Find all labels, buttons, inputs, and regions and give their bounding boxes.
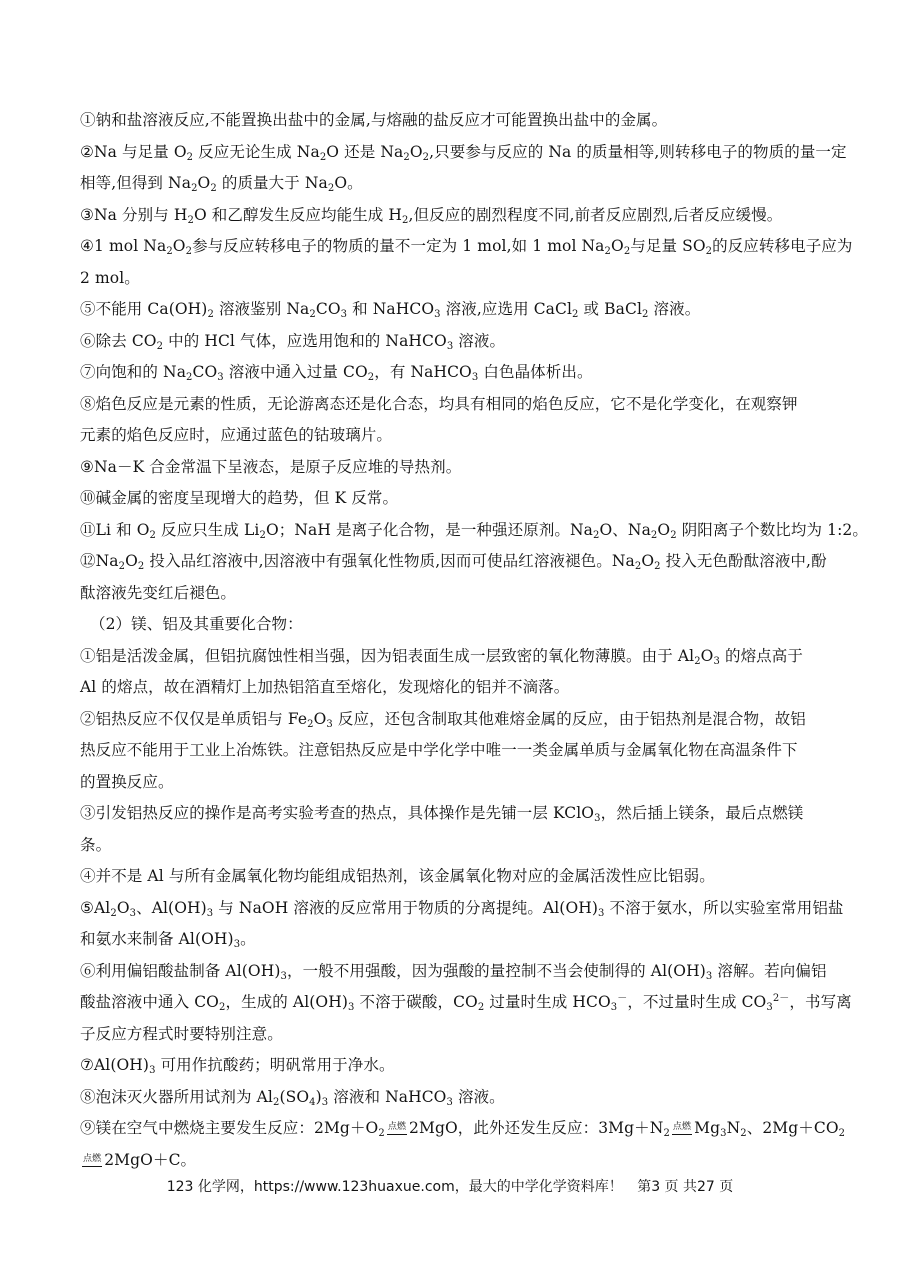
text-run: 溶液。	[453, 331, 506, 350]
text-run: 子反应方程式时要特别注意。	[80, 1024, 283, 1043]
subscript: 2	[623, 246, 631, 257]
subscript: 2	[259, 529, 266, 541]
text-line	[80, 1145, 822, 1177]
subscript: 3	[206, 907, 214, 919]
subscript: 2	[137, 561, 145, 572]
text-run: O、Na	[599, 520, 651, 539]
text-run: ⑩碱金属的密度呈现增大的趋势，但 K 反常。	[80, 489, 399, 507]
text-line	[80, 137, 847, 169]
subscript: 2	[654, 561, 661, 572]
subscript: 2	[572, 309, 579, 320]
reaction-condition: 点燃	[387, 1123, 407, 1135]
text-run: O	[313, 709, 327, 728]
subscript: 2	[634, 561, 642, 572]
subscript: 3	[321, 1096, 329, 1108]
text-run: ，一般不用强酸，因为强酸的量控制不当会使制得的 Al(OH)	[286, 961, 706, 980]
subscript: 2	[422, 151, 430, 163]
text-line	[80, 704, 822, 736]
subscript: 3	[434, 309, 441, 320]
text-run: ，不过量时生成 CO	[627, 993, 767, 1011]
text-run: 白色晶体析出。	[478, 363, 593, 381]
text-run: 溶液和 NaHCO	[328, 1087, 447, 1106]
subscript: 3	[340, 309, 348, 320]
subscript: 2	[705, 246, 713, 257]
text-run: O	[700, 646, 714, 665]
subscript: 2	[207, 309, 214, 320]
text-run: 和 NaHCO	[347, 300, 435, 318]
text-run: (SO	[279, 1087, 310, 1106]
subscript: 3	[347, 1002, 355, 1013]
page-footer	[0, 1176, 900, 1196]
footer-site-text: 123 化学网，https://www.123huaxue.com，最大的中学化学资料库！	[166, 1179, 623, 1195]
text-run: 中的 HCl 气体，应选用饱和的 NaHCO	[163, 331, 447, 350]
text-line	[80, 641, 822, 673]
text-run: ③Na 分别与 H	[80, 205, 188, 224]
subscript: 3	[720, 1128, 727, 1139]
superscript: 2－	[772, 993, 790, 1004]
text-line	[80, 168, 822, 200]
text-run: 的质量大于 Na	[216, 174, 328, 192]
subscript: 2	[186, 151, 194, 163]
text-run: Al 的熔点，故在酒精灯上加热铝箔直至熔化，发现熔化的铝并不滴落。	[80, 678, 570, 696]
subscript: 2	[309, 309, 316, 320]
text-run: 和氨水来制备 Al(OH)	[80, 930, 234, 948]
subscript: 3	[471, 372, 479, 383]
text-line	[80, 987, 852, 1019]
subscript: 2	[110, 907, 117, 919]
text-line	[80, 735, 822, 767]
text-run: 2MgO＋C。	[104, 1150, 197, 1169]
text-run: O	[611, 237, 624, 255]
text-run: 2 mol。	[80, 268, 140, 287]
superscript: －	[617, 993, 628, 1004]
text-run: O	[172, 237, 186, 255]
text-line	[80, 798, 822, 830]
text-run: 2MgO，此外还发生反应：3Mg＋N	[409, 1119, 664, 1137]
text-run: ③引发铝热反应的操作是高考实验考查的热点，具体操作是先铺一层 KClO	[80, 804, 595, 822]
text-run: ⑤Al	[80, 898, 111, 917]
text-line	[80, 105, 822, 137]
text-run: 溶液中通入过量 CO	[223, 363, 368, 381]
subscript: 2	[191, 183, 198, 194]
text-run: 或 BaCl	[578, 300, 643, 318]
text-line	[80, 1113, 846, 1145]
text-run: ，然后插上镁条，最后点燃镁	[600, 804, 804, 822]
text-run: ⑧泡沫灭火器所用试剂为 Al	[80, 1087, 273, 1106]
subscript: 2	[740, 1128, 747, 1139]
subscript: 2	[650, 529, 658, 541]
text-run: 。	[240, 930, 256, 948]
text-run: 溶液,应选用 CaCl	[440, 300, 573, 318]
subscript: 2	[402, 214, 409, 226]
text-run: )	[315, 1087, 322, 1106]
text-run: O	[125, 552, 138, 570]
subscript: 2	[477, 1002, 485, 1013]
text-line	[80, 578, 822, 610]
text-run: ，生成的 Al(OH)	[225, 993, 348, 1011]
subscript: 2	[210, 183, 217, 194]
subscript: 2	[663, 1128, 670, 1139]
text-run: 溶解。若向偏铝	[712, 961, 827, 980]
text-run: ⑦向饱和的 Na	[80, 363, 187, 381]
text-run: ①铝是活泼金属，但铝抗腐蚀性相当强，因为铝表面生成一层致密的氧化物薄膜。由于 Al	[80, 646, 695, 665]
text-line	[80, 956, 827, 988]
text-run: （2）镁、铝及其重要化合物：	[90, 615, 303, 633]
text-run: O；NaH 是离子化合物，是一种强还原剂。Na	[265, 520, 594, 539]
document-body	[80, 105, 868, 1176]
text-run: 反应只生成 Li	[155, 520, 260, 539]
text-run: ④1 mol Na	[80, 237, 167, 255]
subscript: 2	[604, 246, 611, 257]
text-run: 的置换反应。	[80, 772, 174, 791]
text-line	[80, 672, 822, 704]
subscript: 3	[280, 970, 287, 982]
text-line	[80, 924, 822, 956]
text-run: ⑦Al(OH)	[80, 1056, 150, 1074]
text-line	[80, 200, 822, 232]
text-run: ⑨Na－K 合金常温下呈液态，是原子反应堆的导热剂。	[80, 457, 462, 476]
text-run: 反应，还包含制取其他难熔金属的反应，由于铝热剂是混合物，故铝	[332, 709, 806, 728]
text-run: ⑧焰色反应是元素的性质，无论游离态还是化合态，均具有相同的焰色反应，它不是化学变化，在观察钾	[80, 394, 798, 413]
subscript: 3	[598, 907, 605, 919]
text-run: O	[657, 520, 671, 539]
subscript: 2	[186, 372, 193, 383]
text-run: O 还是 Na	[326, 142, 404, 161]
text-run: 与 NaOH 溶液的反应常用于物质的分离提纯。Al(OH)	[213, 898, 599, 917]
text-run: 溶液鉴别 Na	[213, 300, 310, 318]
text-run: ，有 NaHCO	[374, 363, 472, 381]
text-line	[80, 767, 822, 799]
text-run: O。	[334, 174, 363, 192]
text-run: 相等,但得到 Na	[80, 174, 192, 192]
text-run: 与足量 SO	[630, 237, 706, 255]
text-run: O	[116, 898, 130, 917]
text-run: ⑪Li 和 O	[80, 520, 150, 539]
subscript: 4	[309, 1096, 316, 1108]
text-run: 酸盐溶液中通入 CO	[80, 993, 219, 1011]
section-heading	[80, 609, 822, 641]
text-run: 投入品红溶液中,因溶液中有强氧化性物质,因而可使品红溶液褪色。Na	[144, 552, 635, 570]
text-line	[80, 483, 822, 515]
footer-page-number: 第3 页 共27 页	[637, 1179, 734, 1195]
text-run: 元素的焰色反应时，应通过蓝色的钴玻璃片。	[80, 426, 393, 444]
subscript: 3	[705, 970, 713, 982]
subscript: 3	[610, 1002, 618, 1013]
text-run: 溶液。	[648, 300, 701, 318]
subscript: 3	[446, 340, 454, 352]
text-run: ①钠和盐溶液反应,不能置换出盐中的金属,与熔融的盐反应才可能置换出盐中的金属。	[80, 111, 668, 129]
text-line	[80, 1082, 822, 1114]
text-run: 投入无色酚酞溶液中,酚	[660, 552, 827, 570]
subscript: 2	[694, 655, 701, 667]
text-run: 不溶于碳酸，CO	[354, 993, 478, 1011]
text-run: 溶液。	[452, 1087, 505, 1106]
subscript: 2	[187, 214, 194, 226]
subscript: 3	[766, 1002, 773, 1013]
subscript: 2	[593, 529, 600, 541]
subscript: 3	[326, 718, 333, 730]
text-line	[80, 294, 822, 326]
subscript: 3	[129, 907, 137, 919]
text-run: ⑥除去 CO	[80, 331, 157, 350]
text-run: ⑥利用偏铝酸盐制备 Al(OH)	[80, 961, 281, 980]
text-line	[80, 861, 822, 893]
subscript: 2	[378, 1128, 385, 1139]
subscript: 2	[319, 151, 327, 163]
subscript: 2	[118, 561, 126, 572]
text-line	[80, 1019, 822, 1051]
text-run: 条。	[80, 835, 112, 854]
text-line	[80, 515, 868, 547]
subscript: 2	[185, 246, 193, 257]
text-line	[80, 1050, 822, 1082]
text-run: 、Al(OH)	[136, 898, 207, 917]
text-run: O	[409, 142, 423, 161]
subscript: 2	[149, 529, 156, 541]
text-run: CO	[192, 363, 218, 381]
subscript: 3	[446, 1096, 453, 1108]
subscript: 3	[217, 372, 224, 383]
text-run: 可用作抗酸药；明矾常用于净水。	[155, 1056, 395, 1074]
text-run: 的反应转移电子应为	[712, 237, 853, 255]
text-run: O	[197, 174, 211, 192]
text-line	[80, 830, 822, 862]
subscript: 2	[403, 151, 410, 163]
text-line	[80, 420, 822, 452]
subscript: 2	[670, 529, 677, 541]
subscript: 2	[327, 183, 335, 194]
subscript: 2	[307, 718, 314, 730]
text-run: ④并不是 Al 与所有金属氧化物均能组成铝热剂，该金属氧化物对应的金属活泼性应比铝弱。	[80, 867, 715, 885]
text-run: ⑫Na	[80, 552, 119, 570]
text-run: CO	[315, 300, 341, 318]
subscript: 2	[642, 309, 649, 320]
text-run: O 和乙醇发生反应均能生成 H	[193, 205, 403, 224]
text-line	[80, 389, 822, 421]
text-line	[80, 546, 827, 578]
subscript: 2	[219, 1002, 226, 1013]
text-run: 阴阳离子个数比均为 1:2。	[676, 520, 868, 539]
text-run: N	[726, 1119, 741, 1137]
text-line	[80, 357, 822, 389]
text-run: ②Na 与足量 O	[80, 142, 187, 161]
subscript: 2	[166, 246, 173, 257]
text-run: ,但反应的剧烈程度不同,前者反应剧烈,后者反应缓慢。	[408, 205, 783, 224]
reaction-condition: 点燃	[672, 1123, 692, 1135]
text-line	[80, 893, 844, 925]
subscript: 2	[367, 372, 375, 383]
subscript: 3	[149, 1065, 156, 1076]
subscript: 3	[233, 939, 241, 950]
text-line	[80, 326, 822, 358]
subscript: 2	[156, 340, 164, 352]
text-run: ⑤不能用 Ca(OH)	[80, 300, 208, 318]
text-run: 过量时生成 HCO	[484, 993, 611, 1011]
text-run: 的熔点高于	[719, 646, 803, 665]
text-run: 酞溶液先变红后褪色。	[80, 583, 237, 602]
subscript: 2	[838, 1128, 846, 1139]
text-run: 参与反应转移电子的物质的量不一定为 1 mol,如 1 mol Na	[192, 237, 605, 255]
text-run: ②铝热反应不仅仅是单质铝与 Fe	[80, 709, 308, 728]
subscript: 3	[594, 813, 601, 824]
text-run: Mg	[694, 1119, 721, 1137]
text-run: 热反应不能用于工业上冶炼铁。注意铝热反应是中学化学中唯一一类金属单质与金属氧化物在高温条件下	[80, 741, 798, 759]
text-run: ,只要参与反应的 Na 的质量相等,则转移电子的物质的量一定	[429, 142, 847, 161]
text-run: 不溶于氨水，所以实验室常用铝盐	[604, 898, 844, 917]
text-run: ⑨镁在空气中燃烧主要发生反应：2Mg＋O	[80, 1119, 379, 1137]
text-run: ，书写离	[789, 993, 852, 1011]
subscript: 3	[713, 655, 720, 667]
text-run: O	[641, 552, 655, 570]
text-run: 、2Mg＋CO	[746, 1119, 839, 1137]
reaction-condition: 点燃	[82, 1155, 102, 1167]
text-line	[80, 263, 822, 295]
text-line	[80, 231, 853, 263]
subscript: 2	[272, 1096, 280, 1108]
text-run: 反应无论生成 Na	[193, 142, 320, 161]
text-line	[80, 452, 822, 484]
